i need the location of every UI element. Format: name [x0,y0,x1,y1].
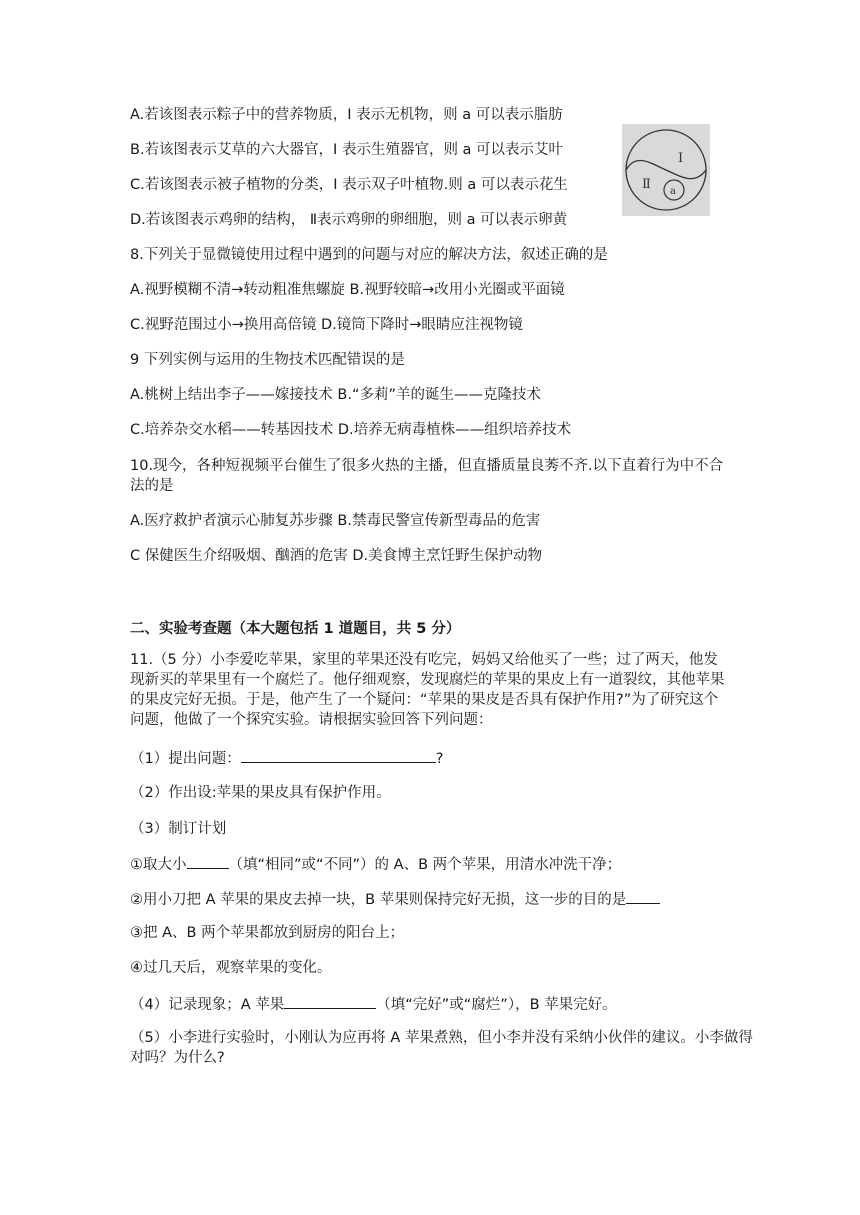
q11-step1-end: （填“相同”或“不同”）的 A、B 两个苹果，用清水冲洗干净； [228,857,622,873]
q8-options-ab: A.视野模糊不清→转动粗准焦螺旋 B.视野较暗→改用小光圈或平面镜 [130,282,565,298]
figure-label-1: Ⅰ [678,151,684,166]
q11-part4-start: （4）记录现象；A 苹果 [130,997,285,1013]
answer-blank-observation[interactable] [284,994,376,1009]
q7-option-b: B.若该图表示艾草的六大器官，I 表示生殖器官，则 a 可以表示艾叶 [130,142,564,158]
q11-part3: （3）制订计划 [130,821,227,837]
q11-part4-end: （填“完好”或“腐烂”），B 苹果完好。 [376,997,617,1013]
q7-option-a: A.若该图表示粽子中的营养物质，I 表示无机物，则 a 可以表示脂肪 [130,107,563,123]
q11-part1 [130,748,443,768]
q11-step3: ③把 A、B 两个苹果都放到厨房的阳台上； [130,925,405,941]
q11-part1-end: ? [435,751,444,767]
q8-options-cd: C.视野范围过小→换用高倍镜 D.镜筒下降时→眼睛应注视物镜 [130,317,523,333]
q7-circle-diagram [622,124,710,216]
q9-options-ab: A.桃树上结出李子——嫁接技术 B.“多莉”羊的诞生——克隆技术 [130,387,541,403]
q7-option-d: D.若该图表示鸡卵的结构， Ⅱ表示鸡卵的卵细胞，则 a 可以表示卵黄 [130,212,568,228]
q11-step2 [130,889,660,909]
q10-options-cd: C 保健医生介绍吸烟、酗酒的危害 D.美食博主烹饪野生保护动物 [130,548,543,564]
q11-part2: （2）作出设:苹果的果皮具有保护作用。 [130,785,391,801]
q11-step2-text: ②用小刀把 A 苹果的果皮去掉一块，B 苹果则保持完好无损，这一步的目的是 [130,892,627,908]
answer-blank-size[interactable] [187,854,229,869]
q10-options-ab: A.医疗救护者演示心肺复苏步骤 B.禁毒民警宣传新型毒品的危害 [130,513,541,529]
figure-label-a: a [670,186,676,197]
q9-stem: 9 下列实例与运用的生物技术匹配错误的是 [130,352,405,368]
q11-step1 [130,854,621,874]
answer-blank-question[interactable] [241,748,436,763]
q11-part5: （5）小李进行实验时，小刚认为应再将 A 苹果煮熟，但小李并没有采纳小伙伴的建议。小李做得对吗？为什么? [130,1030,753,1066]
q11-step1-start: ①取大小 [130,857,187,873]
q9-options-cd: C.培养杂交水稻——转基因技术 D.培养无病毒植株——组织培养技术 [130,422,572,438]
q11-step4: ④过几天后，观察苹果的变化。 [130,960,332,976]
section-heading: 二、实验考查题（本大题包括 1 道题目，共 5 分） [130,621,461,637]
q10-stem: 10.现今，各种短视频平台催生了很多火热的主播，但直播质量良莠不齐.以下直着行为中不合法的是 [130,458,724,494]
answer-blank-purpose[interactable] [626,889,660,904]
q11-stem: 11.（5 分）小李爱吃苹果，家里的苹果还没有吃完，妈妈又给他买了一些；过了两天，他发现新买的苹果里有一个腐烂了。他仔细观察，发现腐烂的苹果的果皮上有一道裂纹，其他苹果的果皮完好无损。于是，他产生了一个疑问：“苹果的果皮是否具有保护作用?”为了研究这个问题，他做了一个探究实验。请根据实验回答下列问题： [130,652,725,728]
figure-label-2: Ⅱ [642,177,651,192]
q8-stem: 8.下列关于显微镜使用过程中遇到的问题与对应的解决方法，叙述正确的是 [130,247,608,263]
q11-part1-label: （1）提出问题： [130,751,241,767]
q7-option-c: C.若该图表示被子植物的分类，I 表示双子叶植物.则 a 可以表示花生 [130,177,568,193]
q11-part4 [130,994,617,1014]
